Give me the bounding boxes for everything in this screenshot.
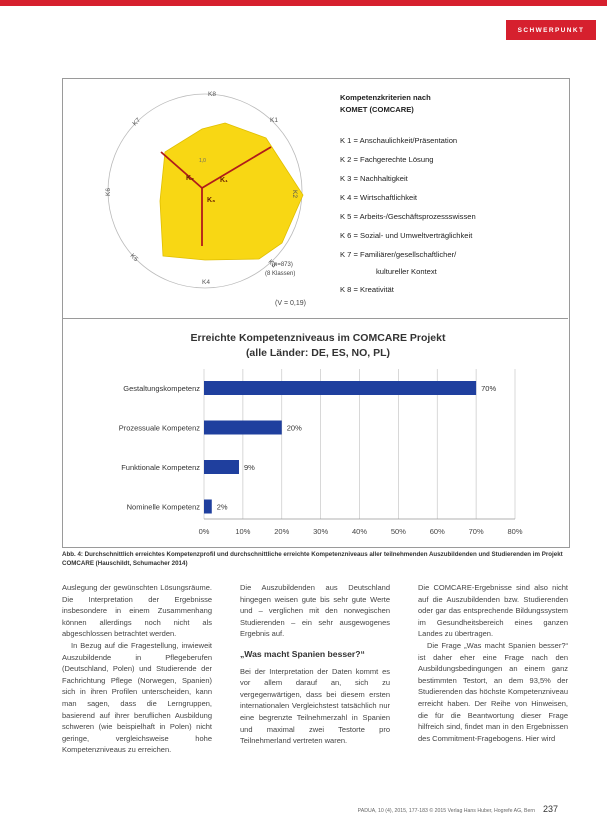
radar-profile-area <box>160 123 303 260</box>
radar-ring-label: 1,0 <box>199 158 206 164</box>
category-label: Funktionale Kompetenz <box>121 463 200 472</box>
radar-axis-label-k5: K5 <box>128 252 140 264</box>
legend-item-k6: K 6 = Sozial- und Umweltverträglichkeit <box>340 231 473 240</box>
radar-sample-note: (8 Klassen) <box>265 271 296 277</box>
col1-paragraph-2: In Bezug auf die Fragestellung, inwieweit Auszubildende in Pflegeberufen (Deutschland, Polen) und Studierende der Fachrichtung Pflege (Norwegen, Spanien) sich in ihren Profilen unterscheiden, kann man sagen, dass die Lerngruppen, basierend auf ihrer beruflichen Ausbildung schweren (wie beispielhaft in Polen) nicht geringe, vergleichsweise hohe Kompetenzniveaus zu erreichen. <box>62 640 212 755</box>
radar-axis-label-k2: K2 <box>291 190 298 198</box>
text-column-3 <box>418 582 568 744</box>
col2-heading: „Was macht Spanien besser?“ <box>240 648 365 659</box>
x-tick-label: 80% <box>507 527 523 536</box>
radar-axis-label-k1: K1 <box>270 117 278 124</box>
bar <box>204 381 476 395</box>
radar-variation: (V = 0,19) <box>275 300 306 307</box>
legend-item-k3: K 3 = Nachhaltigkeit <box>340 174 408 183</box>
col1-paragraph-1: Auslegung der gewünschten Lösungsräume. Die Interpretation der Ergebnisse insbesondere in einem Zusammenhang können allerdings noch nicht als abgeschlossen betrachtet werden. <box>62 583 212 639</box>
radar-sample-size: (n=873) <box>272 262 293 268</box>
chart-subtitle: (alle Länder: DE, ES, NO, PL) <box>245 347 391 359</box>
x-tick-label: 10% <box>235 527 251 536</box>
col3-paragraph-2: Die Frage „Was macht Spanien besser?“ ist daher eher eine Frage nach den Ausbildungsbedingungen an einem ganz bestimmten Testort, an dem 93,5% der Studierenden das höchste Kompetenzniveau erreicht haben. Der Reihe von Hinweisen, die für die Beantwortung dieser Frage hilfreich sind, findet man in den Ergebnissen des Commitment-Fragebogens. Hier wird <box>418 640 568 743</box>
top-color-bar <box>0 0 607 6</box>
text-column-1 <box>62 582 212 756</box>
radar-axis-label-k7: K7 <box>131 116 143 128</box>
x-tick-label: 50% <box>390 527 406 536</box>
legend-item-k8: K 8 = Kreativität <box>340 285 394 294</box>
radar-chart <box>62 78 332 318</box>
legend-title: Kompetenzkriterien nach <box>340 93 431 102</box>
radar-legend <box>340 92 476 299</box>
legend-item-k2: K 2 = Fachgerechte Lösung <box>340 155 434 164</box>
radar-axis-label-k6: K6 <box>105 188 112 196</box>
x-tick-label: 40% <box>351 527 368 536</box>
bar <box>204 460 239 474</box>
bar <box>204 500 212 514</box>
legend-item-k4: K 4 = Wirtschaftlichkeit <box>340 193 418 202</box>
x-tick-label: 20% <box>274 527 290 536</box>
bar-chart <box>62 319 568 546</box>
legend-subtitle: KOMET (COMCARE) <box>340 105 414 114</box>
radar-axis-label-k8: K8 <box>208 91 216 98</box>
radar-vector-label-k1: K₁ <box>220 177 228 184</box>
radar-axis-label-k4: K4 <box>202 279 210 286</box>
legend-item-k7-cont: kultureller Kontext <box>376 267 437 276</box>
radar-vector-label-k3: K₃ <box>207 197 216 204</box>
legend-item-k1: K 1 = Anschaulichkeit/Präsentation <box>340 136 458 145</box>
bar <box>204 421 282 435</box>
x-tick-label: 30% <box>313 527 329 536</box>
figure-caption: Abb. 4: Durchschnittlich erreichtes Kompetenzprofil und durchschnittliche erreichte Kompetenzniveaus aller teilnehmenden Auszubildenden und Studierenden im Projekt COMCARE (Hauschildt, Schumacher 2014) <box>62 551 563 567</box>
category-label: Nominelle Kompetenz <box>126 502 200 512</box>
legend-item-k5: K 5 = Arbeits-/Geschäftsprozessswissen <box>340 212 476 221</box>
data-label: 2% <box>216 502 228 512</box>
data-label: 20% <box>286 423 302 433</box>
legend-item-k7: K 7 = Familiärer/gesellschaftlicher/ <box>340 250 457 259</box>
chart-title: Erreichte Kompetenzniveaus im COMCARE Projekt <box>190 332 446 344</box>
section-label: SCHWERPUNKT <box>506 20 596 40</box>
radar-axis-label-k3: K3 <box>266 258 278 270</box>
data-label: 70% <box>481 384 497 393</box>
col3-paragraph-1: Die COMCARE-Ergebnisse sind also nicht auf die Auszubildenden bzw. Studierenden oder gar das entsprechende Bildungssystem im Gesundheitsbereich eines ganzen Landes zu übertragen. <box>418 583 568 639</box>
x-tick-label: 0% <box>198 527 210 536</box>
col2-paragraph-1: Die Auszubildenden aus Deutschland hingegen weisen gute bis sehr gute Werte und – verglichen mit den norwegischen Studierenden – ein sehr ausgewogenes Ergebnis auf. <box>240 583 390 639</box>
col2-paragraph-2: Bei der Interpretation der Daten kommt es vor allem darauf an, sich zu vergegenwärtigen, dass bei diesem ersten internationalen Vergleichstest tatsächlich nur eine begrenzte Teilnehmerzahl in Spanien und maximal zwei Testorte pro Teilnehmerland vertreten waren. <box>240 666 390 746</box>
x-tick-label: 70% <box>468 527 484 536</box>
page-number: 237 <box>543 804 559 814</box>
text-column-2 <box>240 582 390 747</box>
x-tick-label: 60% <box>429 527 445 536</box>
category-label: Prozessuale Kompetenz <box>118 423 200 433</box>
category-label: Gestaltungskompetenz <box>123 384 200 393</box>
footer-citation: PADUA, 10 (4), 2015, 177-183 © 2015 Verlag Hans Huber, Hogrefe AG, Bern <box>357 808 535 814</box>
radar-vector-label-k2: K₂ <box>186 175 195 182</box>
data-label: 9% <box>243 463 255 472</box>
